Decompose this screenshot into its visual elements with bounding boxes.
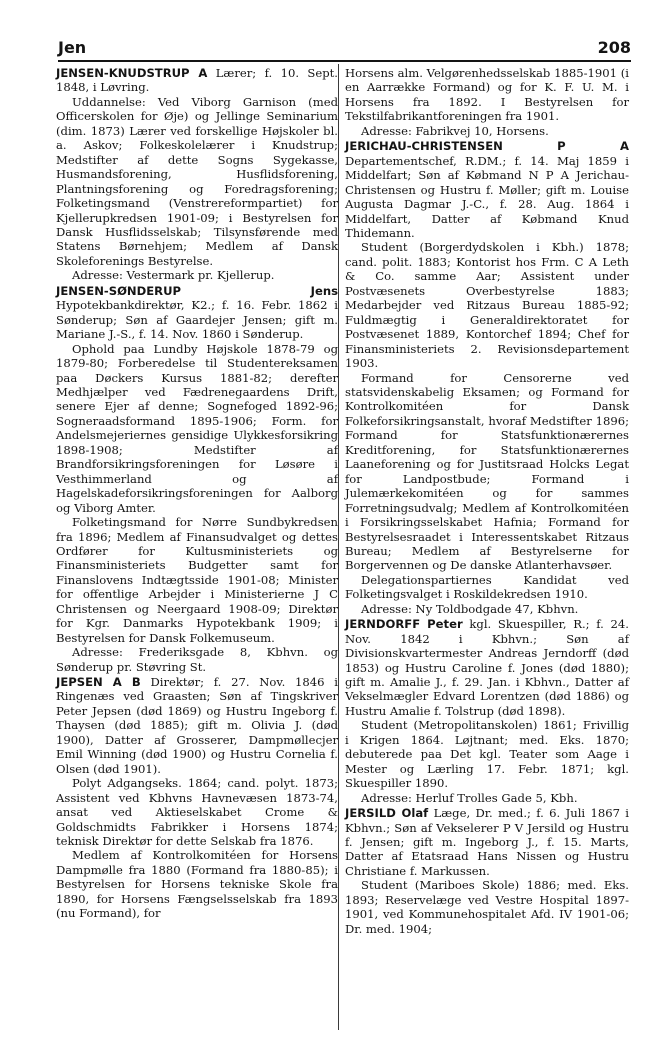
entry-address: Adresse: Frederiksgade 8, Kbhvn. og Sønderup pr. Støvring St.: [56, 645, 338, 674]
entry-paragraph: Student (Mariboes Skole) 1886; med. Eks. 1893; Reservelæge ved Vestre Hospital 1897-1901, ved Kommunehospitalet Afd. IV 1901-06; Dr. med. 1904;: [345, 878, 629, 936]
entry-intro-text: Hypotekbankdirektør, K2.; f. 16. Febr. 1862 i Sønderup; Søn af Gaardejer Jensen; gift m. Mariane J.-S., f. 14. Nov. 1860 i Sønderup.: [56, 298, 338, 342]
entry-paragraph: Formand for Censorerne ved statsvidenskabelig Eksamen; og Formand for Kontrolkomitéen for Dansk Folkeforsikringsanstalt, hvoraf Medstifter 1896; Formand for Statsfunktionærernes Kreditforening, for Statsfunktionærernes Laaneforening og for Justitsraad Holcks Legat for Landpostbude; Formand i Julemærkekomitéen og for sammes Forretningsudvalg; Medlem af Kontrolkomitéen i Forsikringsselskabet Hafnia; Formand for Bestyrelsesraadet i Interessentskabet Ritzaus Bureau; Medlem af Bestyrelserne for Borgervennen og De danske Atlanterhavsøer.: [345, 370, 629, 573]
entry-address: Adresse: Ny Toldbodgade 47, Kbhvn.: [361, 601, 579, 616]
entry-intro-text: Lærer; f. 10. Sept. 1848, i Løvring.: [56, 66, 338, 95]
entry: [56, 284, 338, 674]
entry: [56, 66, 338, 283]
entry-intro: [345, 139, 629, 240]
entry-paragraph: Ophold paa Lundby Højskole 1878-79 og 1879-80; Forberedelse til Studentereksamen paa Døckers Kursus 1881-82; derefter Medhjælper ved Fædrenegaardens Drift, senere Ejer af denne; Sognefoged 1892-96; Sogneraadsformand 1895-1906; Form. for Andelsmejeriernes gensidige Ulykkesforsikring 1898-1908; Medstifter af Brandforsikringsforeningen for Løsøre i Vesthimmerland og af Hagelskadeforsikringsforeningen for Aalborg og Viborg Amter.: [56, 341, 338, 515]
entry-intro-text: Departementschef, R.DM.; f. 14. Maj 1859 i Middelfart; Søn af Købmand N P A Jerichau-Christensen og Hustru f. Møller; gift m. Louise Augusta Dagmar J.-C., f. 28. Aug. 1864 i Middelfart, Datter af Købmand Knud Thidemann.: [345, 153, 629, 240]
entry-address: Adresse: Herluf Trolles Gade 5, Kbh.: [361, 790, 578, 805]
entry-address: Adresse: Fabrikvej 10, Horsens.: [361, 123, 549, 138]
entry-name: JENSEN-SØNDERUP Jens: [56, 283, 338, 298]
entry: [345, 806, 629, 936]
entry-intro: [345, 806, 629, 878]
entry-paragraph: Student (Borgerdydskolen i Kbh.) 1878; cand. polit. 1883; Kontorist hos Frm. C A Leth & Co. samme Aar; Assistent under Postvæsenets Overbestyrelse 1883; Medarbejder ved Ritzaus Bureau 1885-92; Fuldmægtig i Generaldirektoratet for Postvæsenet 1889, Kontorchef 1894; Chef for Finansministeriets 2. Revisionsdepartement 1903.: [345, 240, 629, 371]
entry-intro-text: Læge, Dr. med.; f. 6. Juli 1867 i Kbhvn.; Søn af Vekselerer P V Jersild og Hustru f. Jensen; gift m. Ingeborg J., f. 15. Marts, Datter af Etatsraad Hans Nissen og Hustru Christiane f. Markussen.: [345, 806, 629, 878]
entry-intro: [345, 66, 629, 124]
entry-paragraph: Polyt Adgangseks. 1864; cand. polyt. 1873; Assistent ved Kbhvns Havnevæsen 1873-74, ansat ved Aktieselskabet Crome & Goldschmidts Fabrikker i Horsens 1874; teknisk Direktør for dette Selskab fra 1876.: [56, 776, 338, 849]
entry-address: Adresse: Vestermark pr. Kjellerup.: [72, 268, 275, 283]
entry-name: JERNDORFF Peter: [345, 617, 463, 632]
entry-paragraph: Folketingsmand for Nørre Sundbykredsen fra 1896; Medlem af Finansudvalget og dettes Ordfører for Kultusministeriets og Finansministeriets Budgetter samt for Finanslovens Indtægtsside 1901-08; Minister for offentlige Arbejder i Ministerierne J C Christensen og Neergaard 1908-09; Direktør for Kgr. Danmarks Hypotekbank 1909; i Bestyrelsen for Dansk Folkemuseum.: [56, 515, 338, 645]
entry: [345, 617, 629, 805]
entry: [345, 139, 629, 616]
header-rule: [58, 60, 631, 62]
entry-paragraph: Medlem af Kontrolkomitéen for Horsens Dampmølle fra 1880 (Formand fra 1880-85); i Bestyrelsen for Horsens tekniske Skole fra 1890, for Horsens Fængselsselskab fra 1893 (nu Formand), for: [56, 848, 338, 921]
entry-intro: [56, 66, 338, 95]
entry-intro: [56, 675, 338, 776]
left-column: [56, 66, 338, 922]
page-number: 208: [597, 38, 631, 57]
entry-name: JENSEN-KNUDSTRUP A: [56, 66, 208, 80]
entry-paragraph: Delegationspartiernes Kandidat ved Folketingsvalget i Roskildekredsen 1910.: [345, 572, 629, 602]
right-column: [345, 66, 629, 937]
entry: [345, 66, 629, 138]
running-head: Jen: [58, 38, 87, 57]
page-header: [58, 38, 631, 60]
entry-intro-text: kgl. Skuespiller, R.; f. 24. Nov. 1842 i Kbhvn.; Søn af Divisionskvartermester Andreas Jerndorff (død 1853) og Hustru Caroline f. Jones (død 1880); gift m. Amalie J., f. 29. Jan. i Kbhvn., Datter af Vekselmægler Edvard Lorentzen (død 1886) og Hustru Amalie f. Tolstrup (død 1898).: [345, 617, 629, 718]
entry-intro-text: Direktør; f. 27. Nov. 1846 i Ringenæs ved Graasten; Søn af Tingskriver Peter Jepsen (død 1869) og Hustru Ingeborg f. Thaysen (død 1885); gift m. Olivia J. (død 1900), Datter af Grosserer, Dampmøllecjer Emil Winning (død 1900) og Hustru Cornelia f. Olsen (død 1901).: [56, 675, 338, 776]
entry-intro: [56, 284, 338, 342]
entry-paragraph: Student (Metropolitanskolen) 1861; Frivillig i Krigen 1864. Løjtnant; med. Eks. 1870; debuterede paa Det kgl. Teater som Aage i Mester og Lærling 17. Febr. 1871; kgl. Skuespiller 1890.: [345, 718, 629, 791]
entry-name: JEPSEN A B: [56, 675, 141, 690]
entry-paragraph: Uddannelse: Ved Viborg Garnison (med Officerskolen for Øje) og Jellinge Seminarium (dim. 1873) Lærer ved forskellige Højskoler bl. a. Askov; Folkeskolelærer i Knudstrup; Medstifter af dette Sogns Sygekasse, Husmandsforening, Husflidsforening, Plantningsforening og Foredragsforening; Folketingsmand (Venstrereformpartiet) for Kjellerupkredsen 1901-09; i Bestyrelsen for Dansk Husflidsselskab; Tilsynsførende med Statens Børnehjem; Medlem af Dansk Skoleforenings Bestyrelse.: [56, 94, 338, 268]
entry-name: JERSILD Olaf: [345, 806, 429, 821]
column-divider: [338, 64, 339, 1030]
entry-name: JERICHAU-CHRISTENSEN P A: [345, 139, 629, 154]
entry-intro-text: Horsens alm. Velgørenhedsselskab 1885-1901 (i en Aarrække Formand) og for K. F. U. M. i Horsens fra 1892. I Bestyrelsen for Tekstilfabrikantforeningen fra 1901.: [345, 66, 629, 124]
entry-intro: [345, 617, 629, 718]
entry: [56, 675, 338, 921]
